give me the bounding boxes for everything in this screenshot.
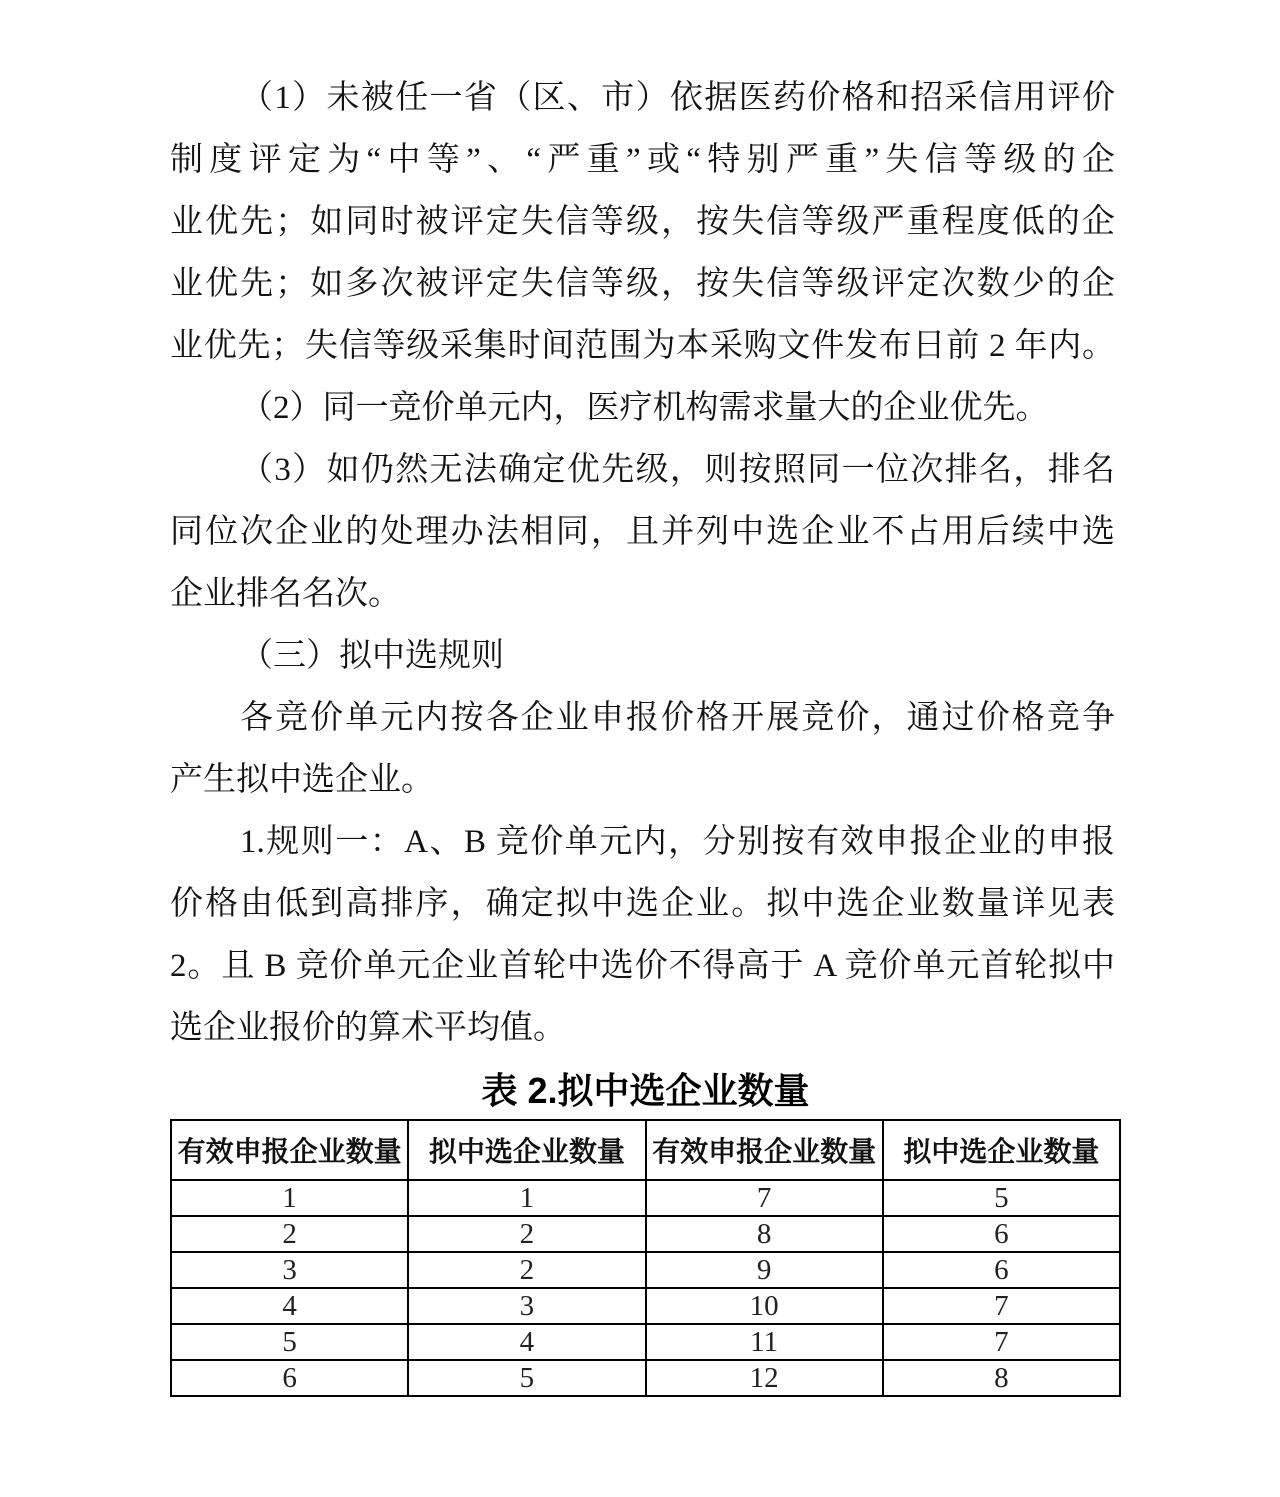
table-cell: 7 xyxy=(883,1324,1120,1360)
text-line: 1.规则一：A、B 竞价单元内，分别按有效申报企业的申报 xyxy=(240,824,1115,860)
table-cell: 6 xyxy=(883,1252,1120,1288)
table-cell: 4 xyxy=(408,1324,645,1360)
table-cell: 10 xyxy=(646,1288,883,1324)
table-cell: 7 xyxy=(646,1180,883,1216)
quota-table xyxy=(170,1119,1121,1397)
table-cell: 8 xyxy=(883,1360,1120,1396)
text-line: （1）未被任一省（区、市）依据医药价格和招采信用评价 xyxy=(240,80,1115,116)
table-title: 表 2.拟中选企业数量 xyxy=(481,1070,810,1111)
table-cell: 4 xyxy=(171,1288,408,1324)
table-cell: 2 xyxy=(408,1216,645,1252)
table-cell: 2 xyxy=(171,1216,408,1252)
table-cell: 5 xyxy=(171,1324,408,1360)
table-cell: 12 xyxy=(646,1360,883,1396)
text-line: （2）同一竞价单元内，医疗机构需求量大的企业优先。 xyxy=(240,390,1049,426)
table-cell: 6 xyxy=(171,1360,408,1396)
table-row xyxy=(171,1324,1120,1360)
table-cell: 5 xyxy=(408,1360,645,1396)
table-row xyxy=(171,1180,1120,1216)
text-line: 产生拟中选企业。 xyxy=(170,762,434,798)
table-cell: 11 xyxy=(646,1324,883,1360)
table-row xyxy=(171,1216,1120,1252)
quota-table-header-cell: 有效申报企业数量 xyxy=(646,1120,883,1180)
table-cell: 3 xyxy=(171,1252,408,1288)
table-row xyxy=(171,1360,1120,1396)
text-line: 同位次企业的处理办法相同，且并列中选企业不占用后续中选 xyxy=(170,514,1115,550)
text-line: 2。且 B 竞价单元企业首轮中选价不得高于 A 竞价单元首轮拟中 xyxy=(170,948,1115,984)
table-cell: 2 xyxy=(408,1252,645,1288)
quota-table-header-cell: 拟中选企业数量 xyxy=(883,1120,1120,1180)
text-line: 业优先；失信等级采集时间范围为本采购文件发布日前 2 年内。 xyxy=(170,328,1115,364)
quota-table-header-cell: 有效申报企业数量 xyxy=(171,1120,408,1180)
table-cell: 5 xyxy=(883,1180,1120,1216)
text-line: 业优先；如多次被评定失信等级，按失信等级评定次数少的企 xyxy=(170,266,1115,302)
text-line: 各竞价单元内按各企业申报价格开展竞价，通过价格竞争 xyxy=(240,700,1115,736)
text-line: 企业排名名次。 xyxy=(170,576,401,612)
table-cell: 1 xyxy=(171,1180,408,1216)
text-line: 选企业报价的算术平均值。 xyxy=(170,1010,566,1046)
table-cell: 6 xyxy=(883,1216,1120,1252)
table-cell: 1 xyxy=(408,1180,645,1216)
quota-table-body xyxy=(171,1180,1120,1396)
text-line: （三）拟中选规则 xyxy=(240,638,504,674)
table-row xyxy=(171,1252,1120,1288)
text-line: （3）如仍然无法确定优先级，则按照同一位次排名，排名 xyxy=(240,452,1115,488)
table-cell: 9 xyxy=(646,1252,883,1288)
text-line: 价格由低到高排序，确定拟中选企业。拟中选企业数量详见表 xyxy=(170,886,1115,922)
table-cell: 8 xyxy=(646,1216,883,1252)
table-row xyxy=(171,1288,1120,1324)
text-line: 制度评定为“中等”、“严重”或“特别严重”失信等级的企 xyxy=(170,142,1115,178)
quota-table-head xyxy=(171,1120,1120,1180)
text-line: 业优先；如同时被评定失信等级，按失信等级严重程度低的企 xyxy=(170,204,1115,240)
body-text xyxy=(170,67,1115,1059)
table-cell: 3 xyxy=(408,1288,645,1324)
table-cell: 7 xyxy=(883,1288,1120,1324)
quota-table-header-row xyxy=(171,1120,1120,1180)
quota-table-header-cell: 拟中选企业数量 xyxy=(408,1120,645,1180)
